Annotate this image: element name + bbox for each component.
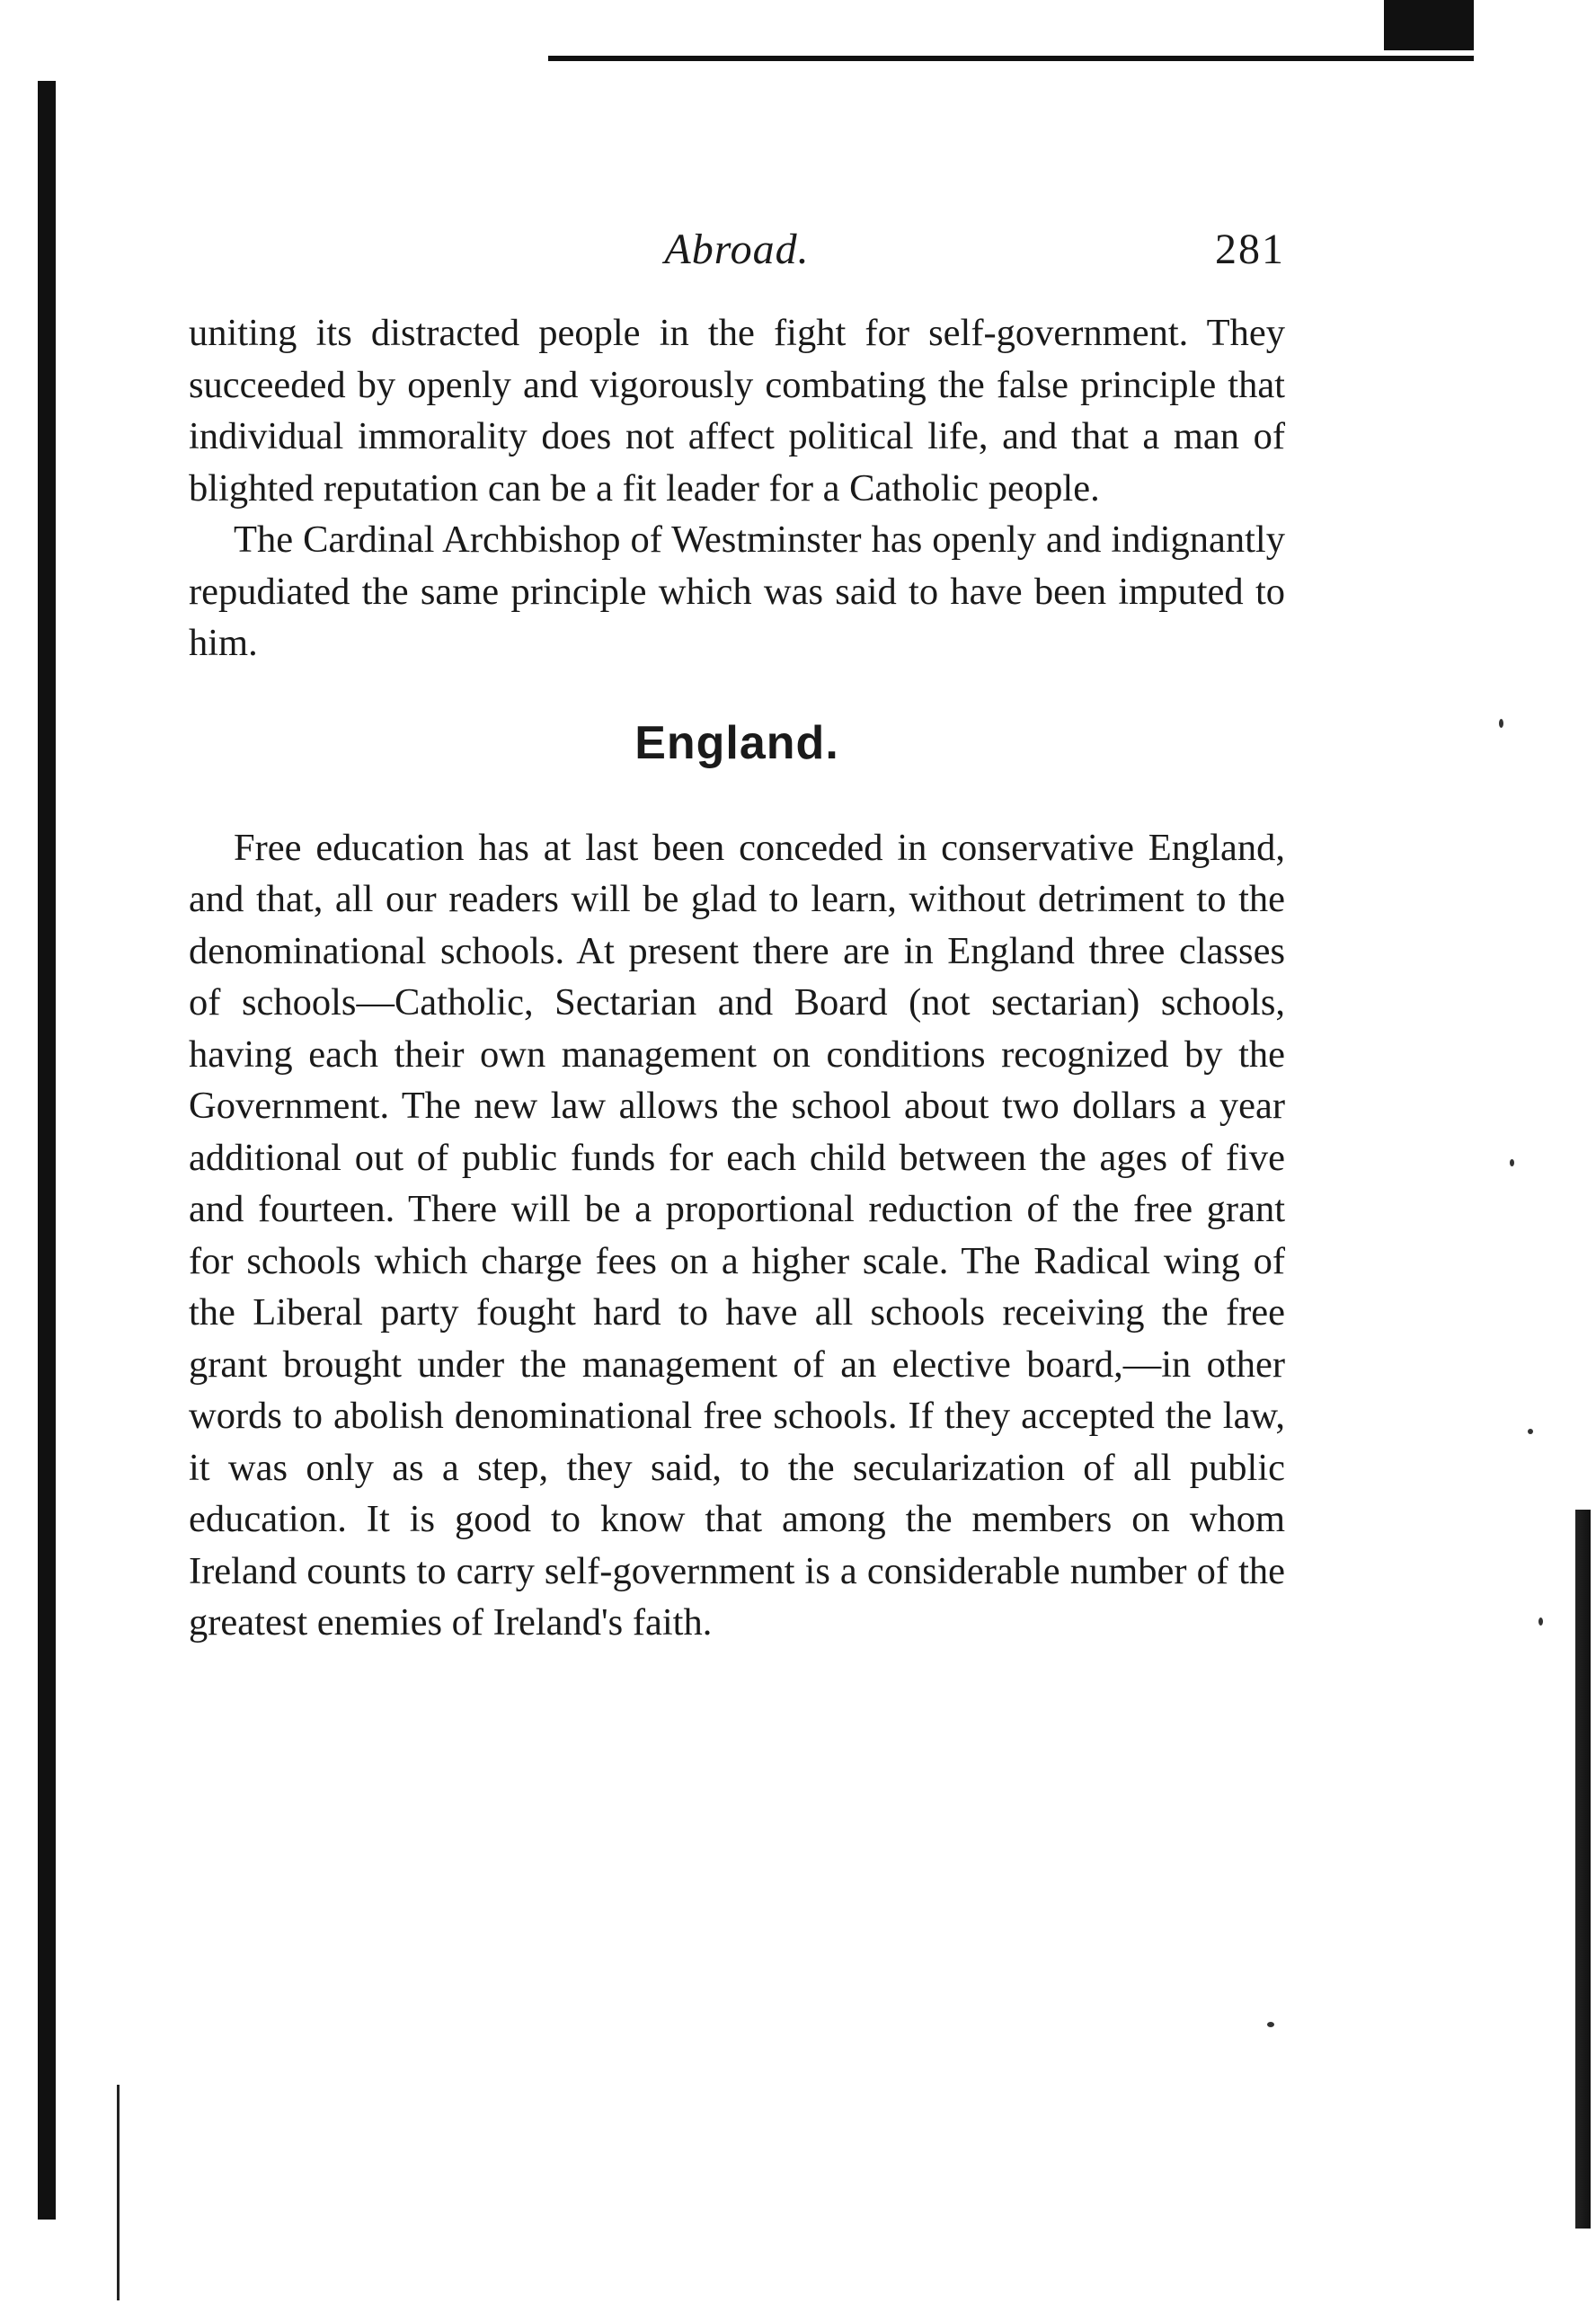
paragraph-cardinal: The Cardinal Archbishop of Westminster has openly and indignantly repudiated the same principle which was said to have been imputed to him. <box>189 518 1285 664</box>
scan-edge-left-thin <box>117 2085 120 2300</box>
paragraph-free-education: Free education has at last been conceded in conservative England, and that, all our readers will be glad to learn, without detriment to the denominational schools. At present there are in England three classes of schools—Catholic, Sectarian and Board (not sectarian) schools, having each their own management on conditions recognized by the Government. The new law allows the school about two dollars a year additional out of public funds for each child between the ages of five and fourteen. There will be a proportional reduction of the free grant for schools which charge fees on a higher scale. The Radical wing of the Liberal party fought hard to have all schools receiving the free grant brought under the management of an elective board,—in other words to abolish denominational free schools. If they accepted the law, it was only as a step, they said, to the secularization of all public education. It is good to know that among the members on whom Ireland counts to carry self-government is a considerable number of the greatest enemies of Ireland's faith. <box>189 826 1285 1644</box>
scan-edge-top <box>548 0 1474 61</box>
scan-edge-left <box>38 81 56 2220</box>
scan-edge-top-corner <box>1384 0 1474 50</box>
scan-speck <box>1510 1159 1514 1166</box>
scan-edge-right <box>1565 1510 1591 2229</box>
scan-speck <box>1267 2022 1274 2027</box>
scan-speck <box>1499 719 1503 728</box>
section-heading-england: England. <box>634 716 839 769</box>
running-head <box>189 225 1285 288</box>
running-title: Abroad. <box>664 226 810 273</box>
scan-speck <box>1528 1429 1533 1434</box>
continuation-paragraph: uniting its distracted people in the fight for self-government. They succeeded by openly and vigorously combating the false principle that individual immorality does not affect political life, and that a man of blighted reputation can be a fit leader for a Catholic people. <box>189 312 1285 510</box>
page-number: 281 <box>1215 226 1285 273</box>
scan-speck <box>1538 1617 1543 1626</box>
book-page <box>189 225 1285 1649</box>
